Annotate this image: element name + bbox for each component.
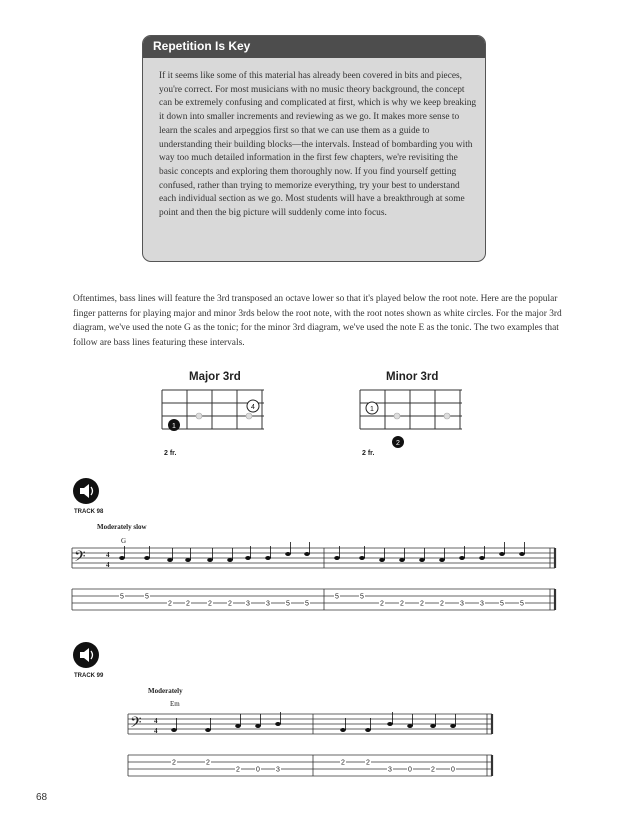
note-head <box>479 556 485 560</box>
note-head <box>144 556 150 560</box>
note-head <box>365 728 371 732</box>
tab-number: 2 <box>168 600 172 608</box>
audio-track-icon[interactable] <box>72 641 100 669</box>
svg-text:4: 4 <box>106 551 110 559</box>
tab-number: 5 <box>520 600 524 608</box>
note-head <box>387 722 393 726</box>
note-head <box>334 556 340 560</box>
tab-number: 0 <box>408 766 412 774</box>
tab-number: 2 <box>186 600 190 608</box>
tempo-marking: Moderately slow <box>97 523 147 531</box>
tab-number: 0 <box>451 766 455 774</box>
note-head <box>430 724 436 728</box>
track-label: TRACK 98 <box>74 509 104 515</box>
sidebar-header <box>143 36 485 58</box>
fretboard-diagram-major-3rd <box>162 390 272 450</box>
chord-symbol: G <box>121 537 127 545</box>
note-head <box>379 558 385 562</box>
note-head <box>185 558 191 562</box>
note-head <box>499 552 505 556</box>
note-head <box>227 558 233 562</box>
tab-number: 3 <box>266 600 270 608</box>
svg-text:4: 4 <box>154 727 158 735</box>
diagram-title-minor-3rd: Minor 3rd <box>386 371 439 383</box>
fretboard-diagram-minor-3rd <box>360 390 470 450</box>
sidebar-body: If it seems like some of this material has already been covered in bits and pieces, you're correct. For most musicians with no music theory background, the concept can be extremely confusing and complicated at first, which is why we keep breaking it down into smaller increments and reviewing as we go. It makes more sense to learn the scales and arpeggios first so that we can use them as a guide to understanding their building blocks—the intervals. Instead of bombarding you with way too much detailed information in the first few chapters, we're revisiting the basic concepts and exploring them thoroughly now. If you find yourself getting confused, rather than trying to memorize everything, try your best to understand each individual section as we go. Most students will have a breakthrough at some point and then the big picture will suddenly come into focus. <box>159 71 477 219</box>
intro-paragraph: Oftentimes, bass lines will feature the 3rd transposed an octave lower so that it's played below the root note. Here are the popular finger patterns for playing major and minor 3rds below the root note, with the root notes shown as white circles. For the major 3rd diagram, we've used the note G as the tonic; for the minor 3rd diagram, we've used the note E as the tonic. The two examples that follow are bass lines featuring these intervals. <box>73 294 562 348</box>
tab-number: 2 <box>341 759 345 767</box>
tempo-marking: Moderately <box>148 687 183 695</box>
audio-track-icon[interactable] <box>72 477 100 505</box>
tab-number: 3 <box>388 766 392 774</box>
finger-number: 2 <box>396 440 400 447</box>
tab-number: 2 <box>208 600 212 608</box>
sidebar-box <box>142 35 486 262</box>
tab-number: 2 <box>440 600 444 608</box>
sidebar-title: Repetition Is Key <box>153 39 251 53</box>
tab-number: 2 <box>206 759 210 767</box>
note-head <box>265 556 271 560</box>
note-head <box>205 728 211 732</box>
notation-example-2 <box>128 714 498 784</box>
note-head <box>119 556 125 560</box>
note-head <box>304 552 310 556</box>
note-head <box>235 724 241 728</box>
svg-text:4: 4 <box>106 561 110 569</box>
chord-symbol: Em <box>170 700 180 708</box>
note-head <box>439 558 445 562</box>
tab-number: 5 <box>120 593 124 601</box>
tab-number: 2 <box>228 600 232 608</box>
svg-text:4: 4 <box>154 717 158 725</box>
tab-number: 5 <box>500 600 504 608</box>
tab-number: 5 <box>305 600 309 608</box>
fret-label: 2 fr. <box>164 450 177 457</box>
note-head <box>359 556 365 560</box>
note-head <box>285 552 291 556</box>
tab-number: 3 <box>246 600 250 608</box>
fret-label: 2 fr. <box>362 450 375 457</box>
tab-number: 3 <box>276 766 280 774</box>
finger-number: 1 <box>172 423 176 430</box>
note-head <box>419 558 425 562</box>
svg-text:𝄢: 𝄢 <box>74 548 86 569</box>
note-head <box>245 556 251 560</box>
track-label: TRACK 99 <box>74 673 104 679</box>
tab-number: 2 <box>400 600 404 608</box>
note-head <box>450 724 456 728</box>
tab-number: 3 <box>480 600 484 608</box>
note-head <box>167 558 173 562</box>
tab-number: 2 <box>431 766 435 774</box>
note-head <box>407 724 413 728</box>
note-head <box>207 558 213 562</box>
svg-text:𝄢: 𝄢 <box>130 714 142 735</box>
tab-number: 5 <box>335 593 339 601</box>
tab-number: 2 <box>380 600 384 608</box>
page-number: 68 <box>36 792 48 803</box>
finger-number: 1 <box>370 406 374 413</box>
tab-number: 2 <box>172 759 176 767</box>
tab-number: 5 <box>145 593 149 601</box>
tab-number: 5 <box>360 593 364 601</box>
tab-number: 5 <box>286 600 290 608</box>
note-head <box>255 724 261 728</box>
note-head <box>340 728 346 732</box>
tab-number: 2 <box>236 766 240 774</box>
note-head <box>459 556 465 560</box>
note-head <box>171 728 177 732</box>
finger-number: 4 <box>251 404 255 411</box>
note-head <box>275 722 281 726</box>
note-head <box>399 558 405 562</box>
tab-number: 0 <box>256 766 260 774</box>
tab-number: 2 <box>366 759 370 767</box>
note-head <box>519 552 525 556</box>
tab-number: 3 <box>460 600 464 608</box>
tab-number: 2 <box>420 600 424 608</box>
notation-example-1 <box>72 548 562 618</box>
diagram-title-major-3rd: Major 3rd <box>189 371 241 383</box>
